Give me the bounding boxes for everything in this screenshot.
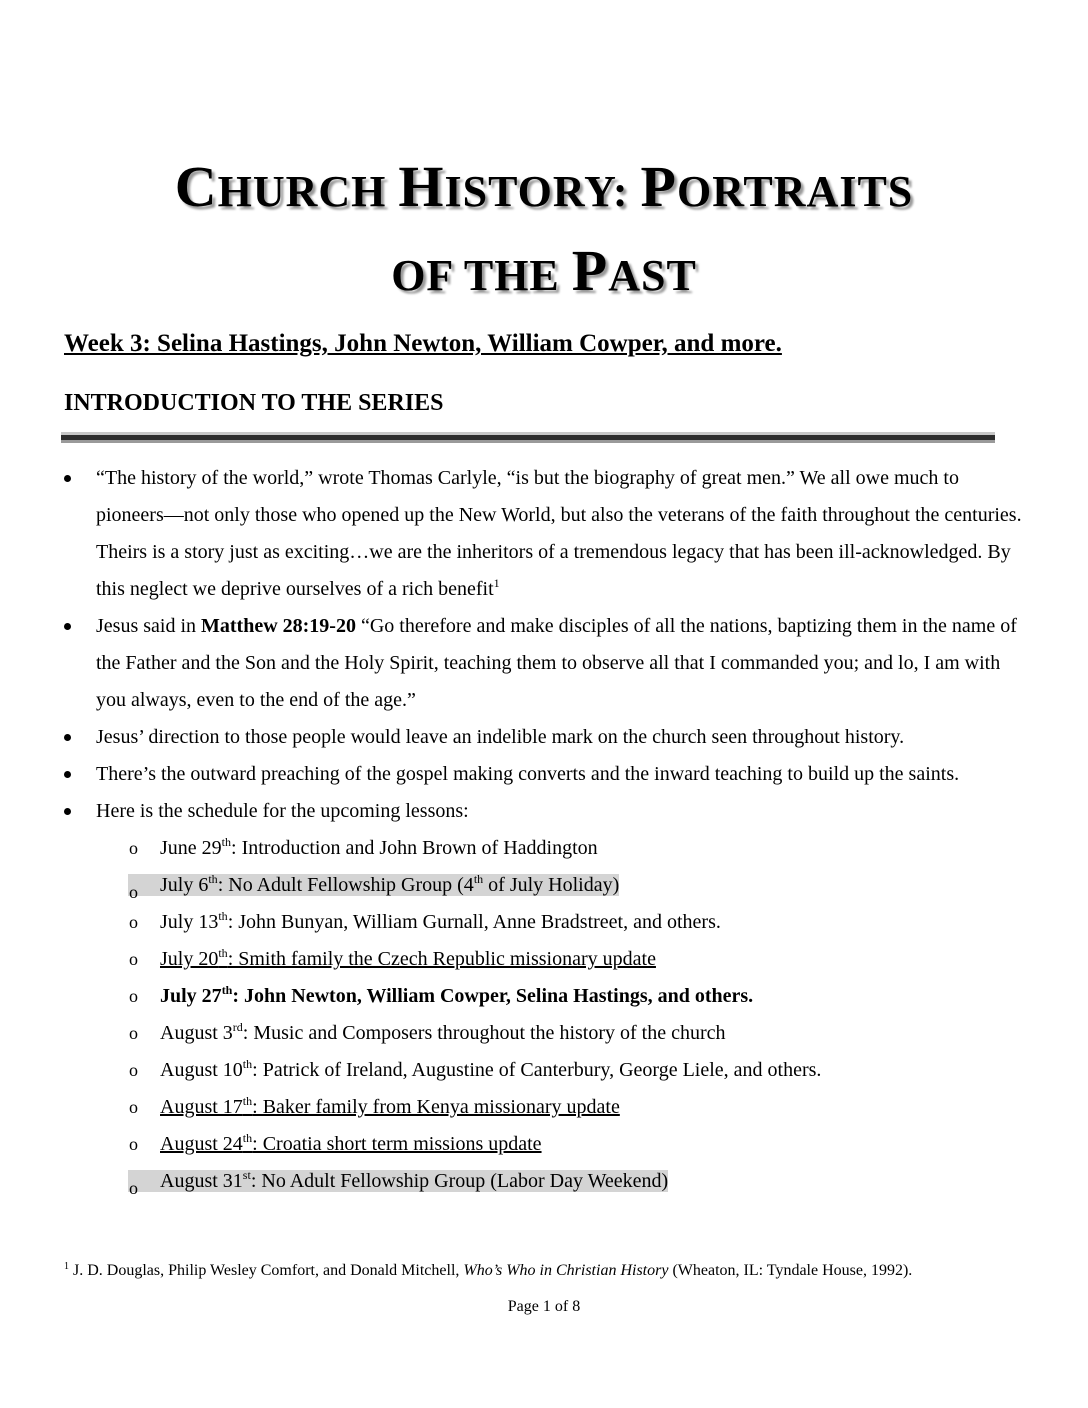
footnote: $^1$ J. D. Douglas, Philip Wesley Comfort, and Donald Mitchell, Who’s Who in Christian History (Wheaton, IL: Tyndale House, 1992). [64, 1261, 913, 1279]
sub-bullet-marker: o [129, 882, 138, 902]
bullet-item-schedule [0, 793, 1088, 1200]
footnote-reference[interactable]: 1 [493, 576, 500, 590]
schedule-item: o August 3rd: Music and Composers throughout the history of the church [160, 1015, 1028, 1052]
schedule-item: o August 24th: Croatia short term missions update [160, 1126, 1028, 1163]
footnote-book-title: Who’s Who in Christian History [463, 1262, 669, 1279]
scripture-reference: Matthew 28:19-20 [201, 615, 356, 637]
bullet-text: There’s the outward preaching of the gospel making converts and the inward teaching to build up the saints. [96, 763, 960, 785]
bullet-item-great-commission [0, 608, 1088, 719]
page-number: Page 1 of 8 [507, 1298, 581, 1315]
bullet-dot [64, 808, 71, 815]
sub-bullet-marker: o [129, 1134, 138, 1154]
sub-bullet-marker: o [129, 986, 138, 1006]
sub-bullet-marker: o [129, 1097, 138, 1117]
bullet-text: Here is the schedule for the upcoming lessons: [96, 800, 469, 822]
schedule-item: o August 17th: Baker family from Kenya missionary update [160, 1089, 1028, 1126]
bullet-text: “The history of the world,” wrote Thomas Carlyle, “is but the biography of great men.” We all owe much to pioneers—not only those who opened up the New World, but also the veterans of the faith throughout the centuries. Theirs is a story just as exciting…we are the inheritors of a tremendous legacy that has been ill-acknowledged. By this neglect we deprive ourselves of a rich benefit [96, 467, 1022, 600]
bullet-item-direction [0, 719, 1088, 756]
bullet-text: Jesus’ direction to those people would leave an indelible mark on the church seen throughout history. [96, 726, 905, 748]
schedule-item-current: o July 27th: John Newton, William Cowper, Selina Hastings, and others. [160, 978, 1028, 1015]
title-word-church: CHURCH [174, 154, 399, 219]
sub-bullet-marker: o [129, 1023, 138, 1043]
sub-bullet-marker: o [129, 1178, 138, 1198]
title-word-history: HISTORY: [398, 154, 641, 219]
bullet-text: Jesus said in [96, 615, 201, 637]
sub-bullet-marker: o [129, 912, 138, 932]
bullet-list [0, 460, 1088, 1200]
footnote-number: 1 [64, 1261, 69, 1272]
schedule-item: o August 31st: No Adult Fellowship Group (Labor Day Weekend) [160, 1163, 1028, 1200]
schedule-item: o July 20th: Smith family the Czech Republic missionary update [160, 941, 1028, 978]
bullet-item-preaching [0, 756, 1088, 793]
schedule-list [96, 830, 1028, 1200]
bullet-dot [64, 623, 71, 630]
section-divider [61, 432, 995, 443]
bullet-item-carlyle [0, 460, 1088, 608]
schedule-item: o June 29th: Introduction and John Brown of Haddington [160, 830, 1028, 867]
schedule-item: o July 13th: John Bunyan, William Gurnall, Anne Bradstreet, and others. [160, 904, 1028, 941]
document-title-line-1 [0, 152, 1088, 227]
title-words-of-the: OF THE [391, 251, 572, 300]
sub-bullet-marker: o [129, 949, 138, 969]
title-word-past: PAST [571, 238, 697, 303]
section-heading: INTRODUCTION TO THE SERIES [64, 390, 444, 416]
schedule-item: o August 10th: Patrick of Ireland, Augustine of Canterbury, George Liele, and others. [160, 1052, 1028, 1089]
week-heading: Week 3: Selina Hastings, John Newton, William Cowper, and more. [64, 330, 782, 357]
sub-bullet-marker: o [129, 1060, 138, 1080]
sub-bullet-marker: o [129, 838, 138, 858]
bullet-dot [64, 771, 71, 778]
schedule-item: o July 6th: No Adult Fellowship Group (4th of July Holiday) [160, 867, 1028, 904]
bullet-dot [64, 734, 71, 741]
document-title-line-2 [0, 236, 1088, 311]
bullet-text: “Go therefore and make disciples of all the nations, baptizing them in the name of the Father and the Son and the Holy Spirit, teaching them to observe all that I commanded you; and lo, I am with you always, even to the end of the age.” [96, 615, 1017, 711]
title-word-portraits: PORTRAITS [640, 154, 914, 219]
bullet-dot [64, 475, 71, 482]
